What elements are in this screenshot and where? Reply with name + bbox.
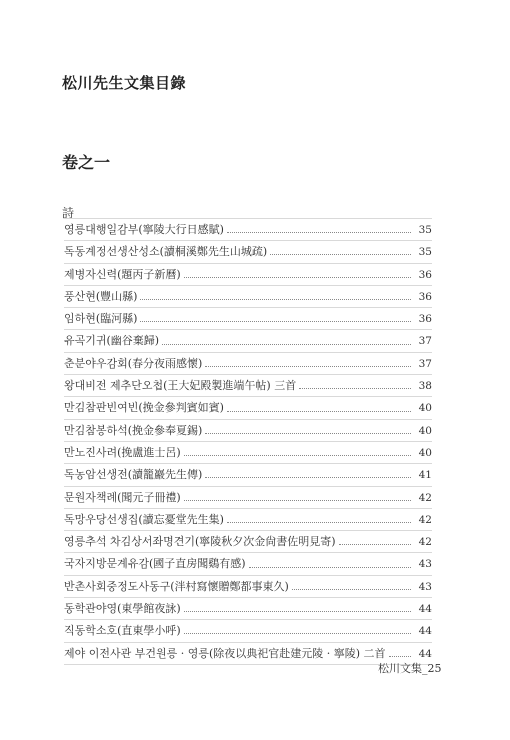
- dot-leader: [389, 656, 411, 657]
- toc-entry: [64, 353, 432, 375]
- dot-leader: [339, 544, 411, 545]
- toc-entry-page: 40: [418, 424, 432, 437]
- toc-entry: [64, 241, 432, 263]
- toc-entry-title: 만노진사려(挽盧進士呂): [64, 445, 181, 459]
- toc-entry-title: 반촌사회중정도사동구(泮村寫懷贈鄭都事東久): [64, 579, 289, 593]
- toc-entry-title: 제야 이전사관 부건원릉 · 영릉(除夜以典祀官赴建元陵 · 寧陵) 二首: [64, 646, 386, 660]
- toc-entry-title: 임하현(臨河縣): [64, 312, 138, 326]
- volume-title: 卷之一: [62, 153, 111, 172]
- dot-leader: [227, 232, 411, 233]
- dot-leader: [184, 633, 411, 634]
- dot-leader: [140, 299, 411, 300]
- toc-entry-page: 38: [418, 380, 432, 393]
- dot-leader: [184, 455, 411, 456]
- toc-entry: [64, 397, 432, 419]
- dot-leader: [184, 277, 411, 278]
- toc-entry: [64, 442, 432, 464]
- toc-entry-title: 만김참판빈여빈(挽金參判賓如賓): [64, 401, 224, 415]
- toc-entry-page: 42: [418, 491, 432, 504]
- toc-entry: [64, 286, 432, 308]
- toc-entry: [64, 420, 432, 442]
- dot-leader: [227, 411, 411, 412]
- table-of-contents: [64, 218, 432, 665]
- toc-entry-page: 35: [418, 224, 432, 236]
- toc-entry-title: 풍산현(豐山縣): [64, 289, 138, 303]
- dot-leader: [162, 344, 411, 345]
- toc-entry: [64, 218, 432, 241]
- dot-leader: [205, 433, 411, 434]
- toc-entry-title: 국자지방문계유감(國子直房聞鷄有感): [64, 557, 246, 571]
- page-footer: 松川文集_25: [378, 662, 442, 675]
- toc-entry-title: 문원자책례(聞元子冊禮): [64, 490, 181, 504]
- toc-entry-title: 독동계정선생산성소(讀桐溪鄭先生山城疏): [64, 245, 268, 259]
- dot-leader: [249, 567, 411, 568]
- toc-entry: [64, 598, 432, 620]
- book-title: 松川先生文集目錄: [62, 74, 187, 92]
- toc-entry-title: 독망우당선생집(讀忘憂堂先生集): [64, 512, 224, 526]
- dot-leader: [205, 366, 411, 367]
- toc-entry: [64, 308, 432, 330]
- toc-entry: [64, 531, 432, 553]
- dot-leader: [227, 522, 411, 523]
- toc-entry-page: 40: [418, 402, 432, 415]
- toc-entry: [64, 464, 432, 486]
- dot-leader: [292, 589, 411, 590]
- toc-entry-title: 영릉추석 차김상서좌명견기(寧陵秋夕次金尙書佐明見寄): [64, 535, 336, 549]
- dot-leader: [184, 500, 411, 501]
- toc-entry-page: 42: [418, 513, 432, 526]
- toc-entry-page: 43: [418, 558, 432, 571]
- toc-entry-page: 44: [418, 625, 432, 638]
- toc-entry: [64, 576, 432, 598]
- toc-entry-page: 42: [418, 536, 432, 549]
- toc-entry-page: 36: [418, 290, 432, 303]
- toc-entry-page: 44: [418, 603, 432, 616]
- toc-entry-title: 영릉대행일감부(寧陵大行日感賦): [64, 223, 224, 236]
- toc-entry-page: 37: [418, 335, 432, 348]
- toc-entry-title: 독농암선생전(讀籠巖先生傳): [64, 468, 203, 482]
- toc-entry-title: 직동학소호(直東學小呼): [64, 624, 181, 638]
- toc-entry: [64, 375, 432, 397]
- toc-entry-page: 37: [418, 357, 432, 370]
- toc-entry-title: 제병자신력(題丙子新曆): [64, 267, 181, 281]
- toc-entry-title: 유곡기귀(幽谷棄歸): [64, 334, 160, 348]
- toc-entry-page: 36: [418, 268, 432, 281]
- toc-entry-page: 41: [418, 469, 432, 482]
- toc-entry: [64, 264, 432, 286]
- toc-entry-page: 36: [418, 313, 432, 326]
- toc-entry: [64, 553, 432, 575]
- toc-entry-page: 40: [418, 446, 432, 459]
- dot-leader: [205, 477, 411, 478]
- toc-entry-title: 춘분야우감회(春分夜雨感懷): [64, 356, 203, 370]
- toc-entry: [64, 330, 432, 352]
- dot-leader: [270, 254, 411, 255]
- toc-entry-page: 44: [418, 647, 432, 660]
- toc-entry-title: 왕대비전 제추단오첩(王大妃殿製進端午帖) 三首: [64, 379, 297, 393]
- toc-entry-title: 동학관야영(東學館夜詠): [64, 602, 181, 616]
- dot-leader: [184, 611, 411, 612]
- section-label: 詩: [62, 206, 75, 220]
- toc-entry-title: 만김참봉하석(挽金參奉夏錫): [64, 423, 203, 437]
- toc-entry: [64, 643, 432, 665]
- toc-entry: [64, 509, 432, 531]
- toc-entry-page: 43: [418, 580, 432, 593]
- dot-leader: [140, 321, 411, 322]
- toc-entry: [64, 620, 432, 642]
- dot-leader: [299, 388, 411, 389]
- toc-entry: [64, 487, 432, 509]
- toc-entry-page: 35: [418, 246, 432, 259]
